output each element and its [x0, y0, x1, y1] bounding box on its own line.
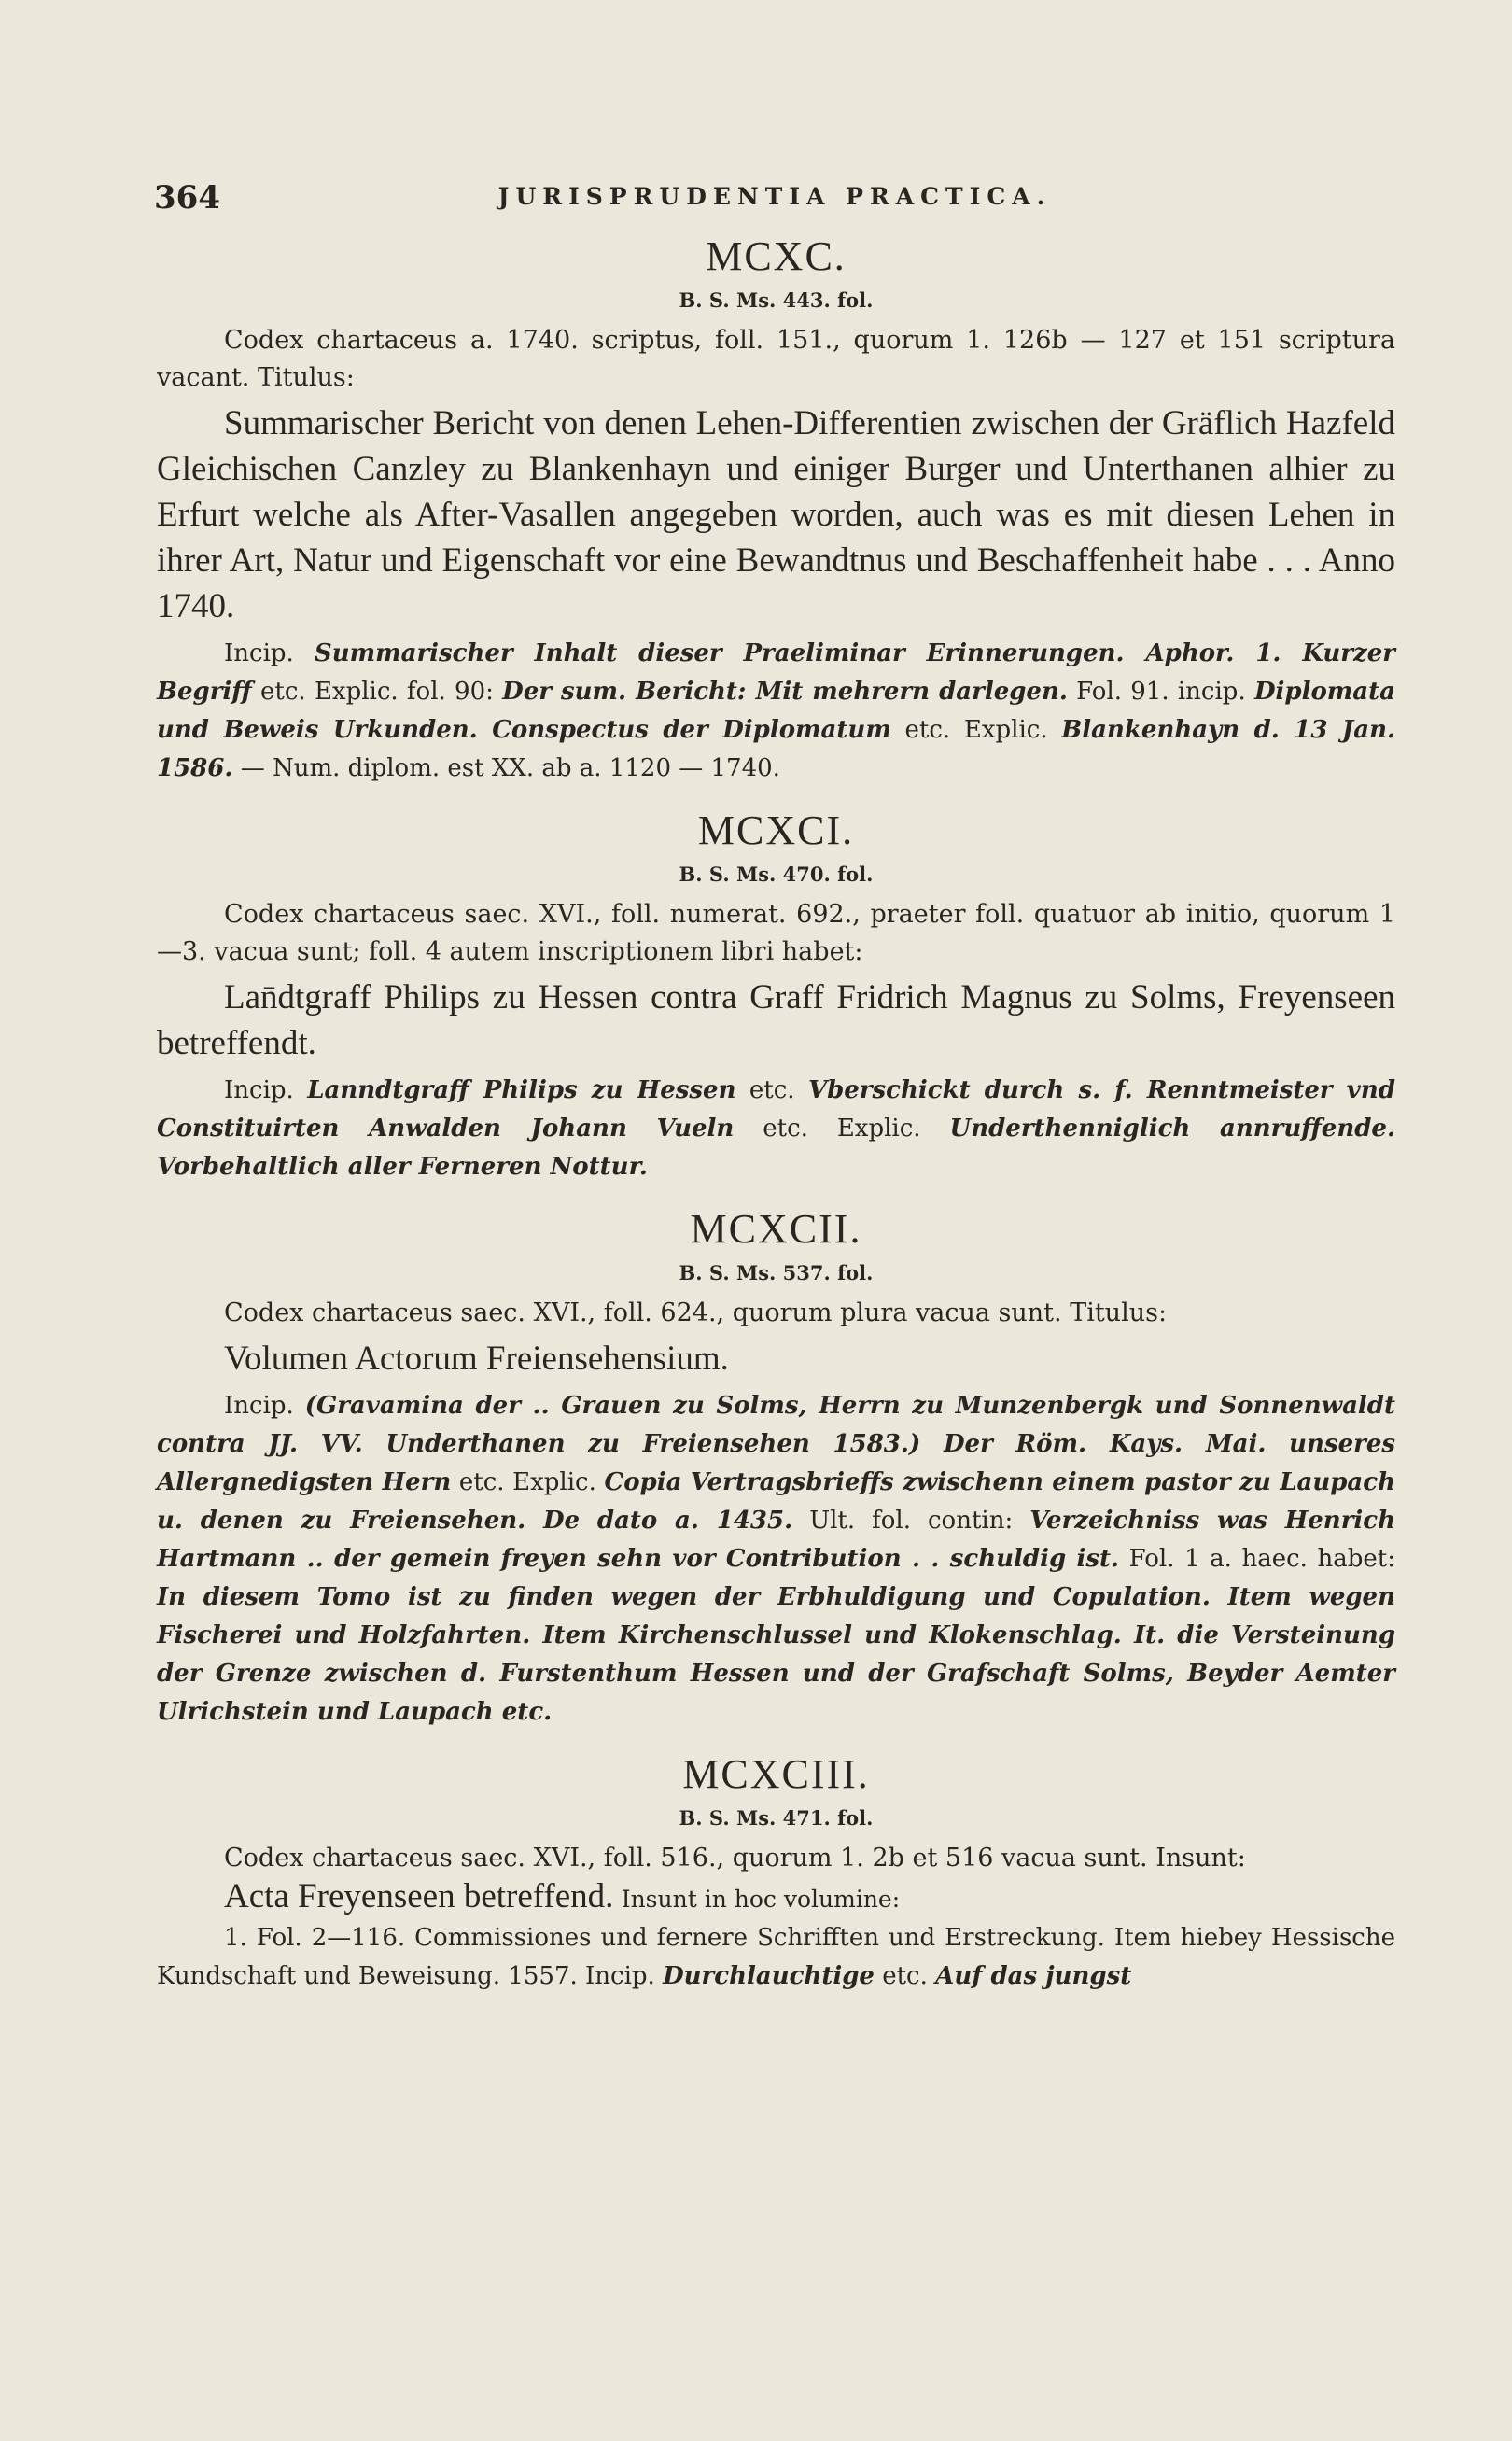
incipit-label: Incip. — [224, 1076, 294, 1104]
incipit-explicit — [157, 635, 1395, 788]
running-title: JURISPRUDENTIA PRACTICA. — [497, 183, 1052, 210]
explicit-label: etc. Explic. fol. 90: — [260, 678, 494, 706]
incipit-explicit — [157, 1072, 1395, 1186]
manuscript-title: Summarischer Bericht von denen Lehen-Differentien zwischen der Gräflich Hazfeld Gleichischen Canzley zu Blankenhayn und einiger Burger und Unterthanen alhier zu Erfurt welche als After-Vasallen angegeben worden, auch was es mit diesen Lehen in ihrer Art, Natur und Eigenschaft vor eine Bewandtnus und Beschaffenheit habe . . . Anno 1740. — [157, 404, 1395, 625]
entry-number: MCXC. — [706, 233, 847, 279]
manuscript-title: Lan̄dtgraff Philips zu Hessen contra Graff Fridrich Magnus zu Solms, Freyenseen betreffendt. — [157, 978, 1395, 1062]
incipit-explicit — [157, 1387, 1395, 1732]
explicit-label: etc. Explic. — [763, 1115, 921, 1143]
diploma-count: — Num. diplom. est XX. ab a. 1120 — 1740. — [240, 754, 780, 782]
contents-note: Insunt in hoc volumine: — [621, 1886, 901, 1913]
entry-1193 — [157, 1747, 1395, 1996]
first-folio-text: In diesem Tomo ist zu finden wegen der Erbhuldigung und Copulation. Item wegen Fischerei und Holzfahrten. Item Kirchenschlussel und Klokenschlag. It. die Versteinung der Grenze zwischen d. Furstenthum Hessen und der Grafschaft Solms, Beyder Aemter Ulrichstein und Laupach etc. — [157, 1583, 1395, 1726]
content-item-1 — [157, 1919, 1395, 1996]
title-line — [157, 1877, 1395, 1919]
first-folio-label: Fol. 1 a. haec. habet: — [1128, 1545, 1395, 1573]
running-header — [154, 179, 1395, 217]
last-folio-text: Verzeichniss was Henrich Hartmann .. der gemein freyen sehn vor Contribution . . schuldig ist. — [157, 1507, 1396, 1573]
incipit-text-2: Vberschickt durch s. f. Renntmeister vnd Constituirten Anwalden Johann Vueln — [157, 1076, 1395, 1143]
entry-1191 — [157, 803, 1395, 1186]
codex-description: Codex chartaceus saec. XVI., foll. 624., quorum plura vacua sunt. Titulus: — [224, 1298, 1168, 1327]
incipit-text-2: Diplomata und Beweis Urkunden. Conspectus der Diplomatum — [157, 678, 1396, 744]
catalogue-body — [157, 229, 1395, 2011]
shelfmark: B. S. Ms. 537. fol. — [679, 1261, 874, 1284]
codex-description: Codex chartaceus saec. XVI., foll. 516., quorum 1. 2b et 516 vacua sunt. Insunt: — [224, 1844, 1246, 1873]
item-incipit: Durchlauchtige — [663, 1962, 875, 1990]
incipit-label: Incip. — [224, 1392, 294, 1420]
shelfmark: B. S. Ms. 470. fol. — [679, 863, 874, 886]
explicit-text: Underthenniglich annruffende. Vorbehaltlich aller Ferneren Nottur. — [157, 1115, 1396, 1181]
explicit-label: etc. Explic. — [458, 1468, 596, 1496]
shelfmark: B. S. Ms. 471. fol. — [679, 1806, 874, 1830]
entry-number: MCXCI. — [697, 807, 855, 853]
etc-label: etc. — [749, 1076, 795, 1104]
page-number: 364 — [154, 179, 220, 217]
incipit-text: Lanndtgraff Philips zu Hessen — [307, 1076, 736, 1104]
explicit-label-2: etc. Explic. — [904, 716, 1048, 744]
explicit-text: Der sum. Bericht: Mit mehrern darlegen. — [502, 678, 1068, 706]
item-text: 1. Fol. 2—116. Commissiones und fernere Schrifften und Erstreckung. Item hiebey Hessische Kundschaft und Beweisung. 1557. Incip. — [157, 1924, 1395, 1990]
entry-1192 — [157, 1201, 1395, 1732]
incipit-label: Incip. — [224, 639, 294, 667]
manuscript-title: Acta Freyenseen betreffend. — [224, 1877, 614, 1915]
codex-description: Codex chartaceus a. 1740. scriptus, foll. 151., quorum 1. 126b — 127 et 151 scriptura vacant. Titulus: — [157, 326, 1395, 392]
entry-1190 — [157, 229, 1395, 788]
explicit-text: Copia Vertragsbrieffs zwischenn einem pastor zu Laupach u. denen zu Freiensehen. De dato a. 1435. — [157, 1468, 1396, 1535]
last-folio-label: Ult. fol. contin: — [809, 1507, 1014, 1535]
item-incipit-2: Auf das jungst — [935, 1962, 1132, 1990]
entry-number: MCXCII. — [690, 1206, 862, 1252]
incipit-text: (Gravamina der .. Grauen zu Solms, Herrn zu Munzenbergk und Sonnenwaldt contra JJ. VV. Underthanen zu Freiensehen 1583.) Der Röm. Kays. Mai. unseres Allergnedigsten Hern — [157, 1392, 1395, 1496]
explicit-text-2: Blankenhayn d. 13 Jan. 1586. — [157, 716, 1396, 782]
etc-label: etc. — [882, 1962, 928, 1990]
incipit-text: Summarischer Inhalt dieser Praeliminar Erinnerungen. Aphor. 1. Kurzer Begriff — [157, 639, 1395, 706]
codex-description: Codex chartaceus saec. XVI., foll. numerat. 692., praeter foll. quatuor ab initio, quorum 1—3. vacua sunt; foll. 4 autem inscriptionem libri habet: — [157, 900, 1395, 966]
folio-label: Fol. 91. incip. — [1076, 678, 1246, 706]
entry-number: MCXCIII. — [682, 1751, 870, 1797]
shelfmark: B. S. Ms. 443. fol. — [679, 288, 874, 312]
manuscript-title: Volumen Actorum Freiensehensium. — [224, 1340, 729, 1378]
